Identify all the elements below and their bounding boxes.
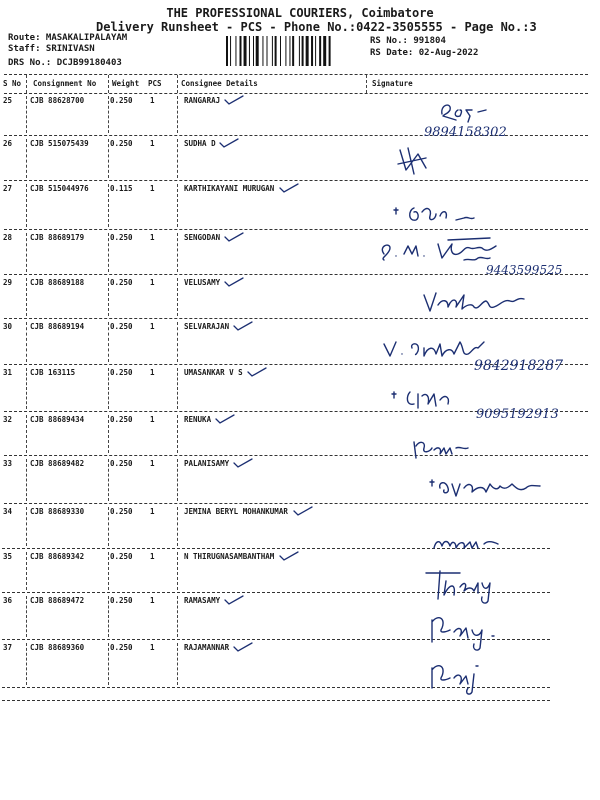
row-sno: 28 [3,233,13,242]
col-divider [108,459,109,501]
row-consignment-no: CJB 515044976 [30,184,89,193]
row-sno: 37 [3,643,13,652]
col-divider [26,233,27,272]
row-sno: 25 [3,96,13,105]
col-divider [177,459,178,501]
runsheet-subtitle: Delivery Runsheet - PCS - Phone No.:0422-3505555 - Page No.:3 [96,20,537,34]
row-sno: 31 [3,368,13,377]
signature-36 [424,610,514,654]
col-divider [26,75,27,93]
signature-31 [384,382,584,424]
svg-text:9443599525: 9443599525 [486,263,563,277]
col-divider [177,75,178,93]
row-sno: 29 [3,278,13,287]
col-divider [108,368,109,409]
svg-text:9894158302: 9894158302 [424,125,507,140]
row-consignee-name: KARTHIKAYANI MURUGAN [184,184,275,193]
col-divider [108,507,109,546]
row-weight: 0.250 [110,415,133,424]
col-divider [26,507,27,546]
row-pcs: 1 [150,233,155,242]
col-divider [177,184,178,227]
row-pcs: 1 [150,552,155,561]
row-weight: 0.250 [110,596,133,605]
check-tick-icon [278,182,300,194]
row-pcs: 1 [150,322,155,331]
row-consignment-no: CJB 88689188 [30,278,85,287]
check-tick-icon [223,231,245,243]
row-consignee-name: N THIRUGNASAMBANTHAM [184,552,275,561]
signature-29 [420,285,560,325]
row-sno: 34 [3,507,13,516]
signature-28 [378,232,578,280]
col-divider [177,552,178,590]
col-divider [177,596,178,637]
check-tick-icon [246,366,268,378]
col-divider [177,368,178,409]
check-tick-icon [223,594,245,606]
col-divider [26,368,27,409]
row-weight: 0.250 [110,643,133,652]
rs-number: RS No.: 991804 [370,36,446,46]
col-divider [26,184,27,227]
col-divider [108,596,109,637]
staff-text: Staff: SRINIVASN [8,44,95,54]
check-tick-icon [223,276,245,288]
row-consignee-name: UMASANKAR V S [184,368,243,377]
signature-37 [424,658,504,698]
row-consignee-name: RAMASAMY [184,596,221,605]
col-divider [26,139,27,178]
check-tick-icon [223,94,245,106]
col-divider [177,415,178,453]
company-title: THE PROFESSIONAL COURIERS, Coimbatore [166,6,434,20]
row-separator [4,455,588,456]
signature-25 [410,98,550,143]
row-separator [2,700,550,701]
col-divider [108,322,109,362]
row-consignee-name: SENGODAN [184,233,221,242]
row-weight: 0.250 [110,459,133,468]
check-tick-icon [292,505,314,517]
col-divider [26,278,27,316]
check-tick-icon [232,320,254,332]
col-divider [108,139,109,178]
row-consignment-no: CJB 163115 [30,368,76,377]
row-sno: 33 [3,459,13,468]
col-divider [108,552,109,590]
row-weight: 0.250 [110,233,133,242]
col-divider [177,507,178,546]
col-divider [108,184,109,227]
svg-text:9842918287: 9842918287 [474,358,564,374]
col-header-pcs: PCS [148,79,162,88]
row-consignment-no: CJB 88689194 [30,322,85,331]
row-pcs: 1 [150,596,155,605]
col-divider [108,233,109,272]
row-consignment-no: CJB 88689482 [30,459,85,468]
signature-32 [410,432,490,466]
col-divider [26,96,27,133]
signature-33 [420,470,560,506]
row-pcs: 1 [150,184,155,193]
row-weight: 0.250 [110,552,133,561]
signature-30 [380,330,590,378]
row-consignee-name: SUDHA D [184,139,216,148]
row-consignment-no: CJB 88689472 [30,596,85,605]
row-sno: 32 [3,415,13,424]
row-separator [4,180,588,181]
row-weight: 0.250 [110,278,133,287]
col-divider [26,322,27,362]
row-pcs: 1 [150,459,155,468]
check-tick-icon [214,413,236,425]
col-header-signature: Signature [372,79,413,88]
col-header-consignment: Consignment No [33,79,97,88]
signature-26 [390,140,440,180]
row-pcs: 1 [150,415,155,424]
col-header-consignee: Consignee Details [181,79,258,88]
col-divider [177,139,178,178]
col-header-weight: Weight [112,79,140,88]
col-divider [177,233,178,272]
row-consignment-no: CJB 88689434 [30,415,85,424]
col-divider [108,75,109,93]
row-consignee-name: JEMINA BERYL MOHANKUMAR [184,507,288,516]
header-bottom-rule [4,93,588,94]
row-consignment-no: CJB 88689330 [30,507,85,516]
col-divider [366,75,367,93]
col-divider [108,278,109,316]
row-consignee-name: SELVARAJAN [184,322,230,331]
row-sno: 36 [3,596,13,605]
row-separator [4,229,588,230]
row-pcs: 1 [150,368,155,377]
signature-27 [386,198,496,232]
col-divider [177,322,178,362]
row-consignment-no: CJB 515075439 [30,139,89,148]
row-pcs: 1 [150,278,155,287]
check-tick-icon [218,137,240,149]
row-pcs: 1 [150,507,155,516]
col-divider [177,278,178,316]
row-pcs: 1 [150,96,155,105]
row-pcs: 1 [150,643,155,652]
row-weight: 0.250 [110,507,133,516]
row-consignment-no: CJB 88689179 [30,233,85,242]
col-divider [26,459,27,501]
row-consignee-name: RENUKA [184,415,212,424]
col-divider [177,96,178,133]
col-divider [108,415,109,453]
row-weight: 0.250 [110,368,133,377]
col-divider [108,643,109,685]
drs-number: DRS No.: DCJB99180403 [8,58,122,68]
row-sno: 35 [3,552,13,561]
check-tick-icon [232,641,254,653]
row-weight: 0.250 [110,96,133,105]
col-header-sno: S No [3,79,22,88]
barcode-image [226,36,358,66]
row-consignment-no: CJB 88689360 [30,643,85,652]
signature-34 [430,528,510,558]
signature-35 [420,565,510,607]
row-weight: 0.115 [110,184,133,193]
row-sno: 26 [3,139,13,148]
row-pcs: 1 [150,139,155,148]
rs-date: RS Date: 02-Aug-2022 [370,48,479,58]
svg-text:9095192913: 9095192913 [476,407,559,422]
row-consignee-name: PALANISAMY [184,459,230,468]
check-tick-icon [232,457,254,469]
col-divider [108,96,109,133]
col-divider [26,643,27,685]
header-top-rule [4,74,588,75]
row-consignee-name: RAJAMANNAR [184,643,230,652]
row-weight: 0.250 [110,322,133,331]
col-divider [26,552,27,590]
row-consignment-no: CJB 88689342 [30,552,85,561]
row-sno: 27 [3,184,13,193]
route-text: Route: MASAKALIPALAYAM [8,33,128,43]
row-weight: 0.250 [110,139,133,148]
row-consignment-no: CJB 88628700 [30,96,85,105]
col-divider [26,415,27,453]
row-sno: 30 [3,322,13,331]
row-consignee-name: VELUSAMY [184,278,221,287]
col-divider [177,643,178,685]
row-consignee-name: RANGARAJ [184,96,221,105]
check-tick-icon [278,550,300,562]
col-divider [26,596,27,637]
